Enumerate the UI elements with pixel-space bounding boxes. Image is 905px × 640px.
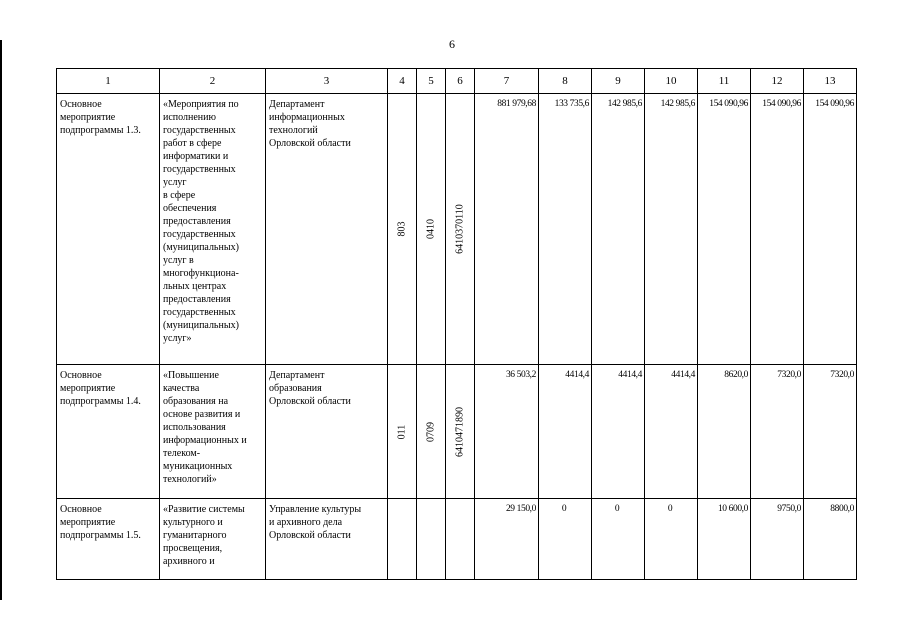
code-rzpr-cell: 0709 [417,365,446,499]
value-cell: 0 [645,499,698,580]
value-cell: 0 [592,499,645,580]
column-header: 9 [592,69,645,94]
column-header: 12 [751,69,804,94]
value-cell: 7320,0 [804,365,857,499]
value-cell: 0 [539,499,592,580]
column-header: 3 [266,69,388,94]
value-cell: 142 985,6 [592,94,645,365]
code-csr-cell: 6410471890 [446,365,475,499]
table-row [57,499,857,580]
value-cell: 10 600,0 [698,499,751,580]
activity-name-cell: «Развитие системы культурного и гуманитарного просвещения, архивного и [160,499,266,580]
value-cell: 154 090,96 [698,94,751,365]
value-cell: 154 090,96 [751,94,804,365]
column-header: 2 [160,69,266,94]
column-header: 6 [446,69,475,94]
code-rzpr-cell [417,499,446,580]
executor-cell: Департамент образования Орловской области [266,365,388,499]
executor-cell: Управление культуры и архивного дела Орловской области [266,499,388,580]
column-header: 8 [539,69,592,94]
value-cell: 8800,0 [804,499,857,580]
value-cell: 4414,4 [645,365,698,499]
activity-cell: Основное мероприятие подпрограммы 1.3. [57,94,160,365]
column-header: 5 [417,69,446,94]
activity-cell: Основное мероприятие подпрограммы 1.5. [57,499,160,580]
code-grbs-cell [388,499,417,580]
code-csr-cell [446,499,475,580]
value-cell: 154 090,96 [804,94,857,365]
page-edge-mark [0,40,2,600]
value-cell: 4414,4 [539,365,592,499]
value-cell: 7320,0 [751,365,804,499]
executor-cell: Департамент информационных технологий Орловской области [266,94,388,365]
code-csr-cell: 6410370110 [446,94,475,365]
column-header: 4 [388,69,417,94]
value-cell: 881 979,68 [475,94,539,365]
code-grbs-cell: 803 [388,94,417,365]
value-cell: 133 735,6 [539,94,592,365]
activity-cell: Основное мероприятие подпрограммы 1.4. [57,365,160,499]
column-header: 1 [57,69,160,94]
table-row [57,365,857,499]
budget-table [56,68,857,580]
value-cell: 36 503,2 [475,365,539,499]
page-number: 6 [449,37,455,51]
value-cell: 8620,0 [698,365,751,499]
value-cell: 29 150,0 [475,499,539,580]
header-row [57,69,857,94]
activity-name-cell: «Мероприятия по исполнению государственных работ в сфере информатики и государственных услуг в сфере обеспечения предоставления государственных (муниципальных) услуг в многофункциона- льных центрах предоставления государственных (муниципальных) услуг» [160,94,266,365]
value-cell: 4414,4 [592,365,645,499]
table-row [57,94,857,365]
activity-name-cell: «Повышение качества образования на основе развития и использования информационных и телеком- муникационных технологий» [160,365,266,499]
column-header: 10 [645,69,698,94]
code-rzpr-cell: 0410 [417,94,446,365]
column-header: 11 [698,69,751,94]
value-cell: 9750,0 [751,499,804,580]
code-grbs-cell: 011 [388,365,417,499]
column-header: 13 [804,69,857,94]
column-header: 7 [475,69,539,94]
value-cell: 142 985,6 [645,94,698,365]
